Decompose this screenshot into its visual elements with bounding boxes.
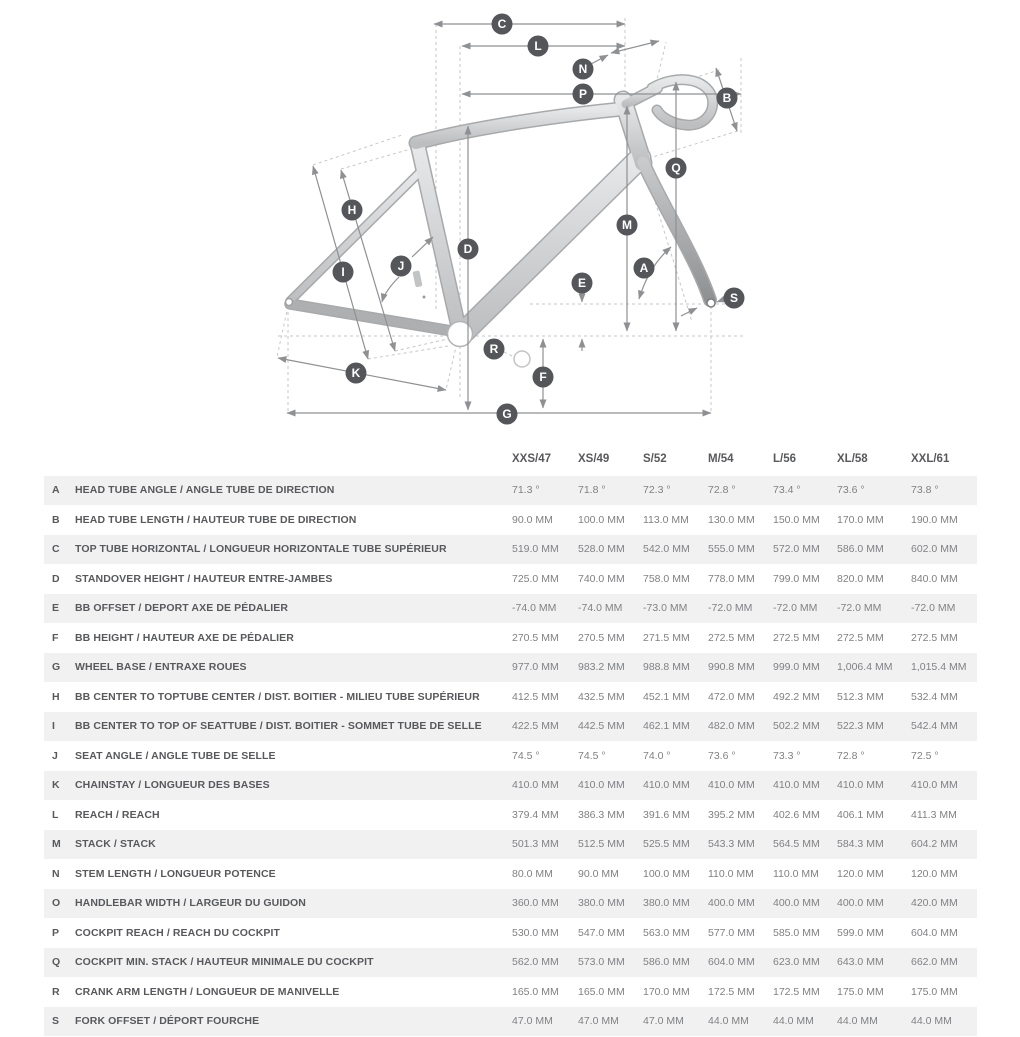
row-value: 190.0 MM — [911, 513, 958, 526]
row-value: 502.2 MM — [773, 720, 820, 733]
label-F — [533, 367, 554, 388]
dim-H — [341, 170, 395, 351]
svg-text:P: P — [578, 87, 588, 101]
rear-dropout — [286, 299, 293, 306]
row-value: 90.0 MM — [578, 867, 619, 880]
row-letter: B — [52, 513, 60, 526]
row-label: TOP TUBE HORIZONTAL / LONGUEUR HORIZONTALE TUBE SUPÉRIEUR — [75, 543, 447, 556]
bolt-dot — [423, 296, 426, 299]
row-value: 543.3 MM — [708, 838, 755, 851]
table-row — [44, 594, 977, 624]
table-row — [44, 624, 977, 654]
table-row — [44, 978, 977, 1008]
table-row — [44, 919, 977, 949]
row-value: 165.0 MM — [512, 985, 559, 998]
row-label: STEM LENGTH / LONGUEUR POTENCE — [75, 867, 276, 880]
row-label: HEAD TUBE ANGLE / ANGLE TUBE DE DIRECTION — [75, 484, 335, 497]
row-value: 586.0 MM — [643, 956, 690, 969]
label-B — [717, 88, 738, 109]
row-value: 44.0 MM — [837, 1015, 878, 1028]
row-value: 530.0 MM — [512, 926, 559, 939]
label-M — [617, 215, 638, 236]
row-value: 360.0 MM — [512, 897, 559, 910]
size-column-header: S/52 — [643, 453, 667, 465]
row-value: 1,015.4 MM — [911, 661, 967, 674]
row-label: BB OFFSET / DEPORT AXE DE PÉDALIER — [75, 602, 289, 615]
row-value: 840.0 MM — [911, 572, 958, 585]
row-letter: O — [52, 897, 61, 910]
row-value: 165.0 MM — [578, 985, 625, 998]
dim-J-arc — [382, 277, 399, 302]
row-value: 270.5 MM — [578, 631, 625, 644]
label-P — [573, 84, 594, 105]
row-value: 170.0 MM — [643, 985, 690, 998]
table-row — [44, 1007, 977, 1037]
row-label: WHEEL BASE / ENTRAXE ROUES — [75, 661, 247, 674]
row-value: 512.5 MM — [578, 838, 625, 851]
table-row — [44, 742, 977, 772]
label-N — [573, 59, 594, 80]
row-value: 150.0 MM — [773, 513, 820, 526]
row-value: 380.0 MM — [643, 897, 690, 910]
row-label: BB HEIGHT / HAUTEUR AXE DE PÉDALIER — [75, 631, 294, 644]
row-value: 44.0 MM — [708, 1015, 749, 1028]
table-row — [44, 860, 977, 890]
row-value: 410.0 MM — [643, 779, 690, 792]
row-value: 80.0 MM — [512, 867, 553, 880]
row-label: HANDLEBAR WIDTH / LARGEUR DU GUIDON — [75, 897, 306, 910]
row-value: 73.6 ° — [837, 484, 865, 497]
label-L — [528, 36, 549, 57]
row-value: 604.0 MM — [708, 956, 755, 969]
row-label: STACK / STACK — [75, 838, 156, 851]
row-value: 410.0 MM — [512, 779, 559, 792]
row-value: 555.0 MM — [708, 543, 755, 556]
row-value: 542.4 MM — [911, 720, 958, 733]
row-value: 432.5 MM — [578, 690, 625, 703]
label-E — [572, 273, 593, 294]
row-value: 72.8 ° — [708, 484, 736, 497]
bottom-bracket — [448, 322, 473, 347]
row-value: 542.0 MM — [643, 543, 690, 556]
row-value: 577.0 MM — [708, 926, 755, 939]
row-value: 72.5 ° — [911, 749, 939, 762]
table-row — [44, 712, 977, 742]
row-label: STANDOVER HEIGHT / HAUTEUR ENTRE-JAMBES — [75, 572, 333, 585]
row-value: 599.0 MM — [837, 926, 884, 939]
svg-text:Q: Q — [671, 161, 681, 175]
row-label: HEAD TUBE LENGTH / HAUTEUR TUBE DE DIRECTION — [75, 513, 357, 526]
row-value: 272.5 MM — [773, 631, 820, 644]
row-value: 386.3 MM — [578, 808, 625, 821]
svg-text:H: H — [347, 203, 357, 217]
row-value: -72.0 MM — [911, 602, 956, 615]
row-value: -74.0 MM — [578, 602, 623, 615]
row-value: -72.0 MM — [837, 602, 882, 615]
row-letter: S — [52, 1015, 60, 1028]
row-value: 272.5 MM — [708, 631, 755, 644]
row-letter: E — [52, 602, 60, 615]
row-value: 512.3 MM — [837, 690, 884, 703]
seat-tube-mount — [412, 270, 422, 287]
row-letter: C — [52, 543, 60, 556]
row-value: -72.0 MM — [708, 602, 753, 615]
row-value: 400.0 MM — [773, 897, 820, 910]
svg-text:E: E — [577, 276, 587, 290]
table-row — [44, 535, 977, 565]
size-column-header: L/56 — [773, 453, 797, 465]
svg-text:I: I — [341, 265, 345, 279]
table-row — [44, 565, 977, 595]
row-value: 990.8 MM — [708, 661, 755, 674]
row-value: 72.3 ° — [643, 484, 671, 497]
row-value: -73.0 MM — [643, 602, 688, 615]
table-row — [44, 889, 977, 919]
row-value: 100.0 MM — [643, 867, 690, 880]
row-letter: F — [52, 631, 59, 644]
row-value: 452.1 MM — [643, 690, 690, 703]
table-row — [44, 801, 977, 831]
row-value: 983.2 MM — [578, 661, 625, 674]
row-value: 572.0 MM — [773, 543, 820, 556]
label-R — [484, 339, 505, 360]
label-S — [724, 288, 745, 309]
row-value: 999.0 MM — [773, 661, 820, 674]
row-value: 74.5 ° — [512, 749, 540, 762]
row-value: 172.5 MM — [773, 985, 820, 998]
row-label: COCKPIT REACH / REACH DU COCKPIT — [75, 926, 281, 939]
dim-N — [611, 41, 659, 53]
row-value: 130.0 MM — [708, 513, 755, 526]
label-C — [492, 14, 513, 35]
row-value: 563.0 MM — [643, 926, 690, 939]
row-value: 172.5 MM — [708, 985, 755, 998]
row-value: 380.0 MM — [578, 897, 625, 910]
row-label: SEAT ANGLE / ANGLE TUBE DE SELLE — [75, 749, 276, 762]
geometry-table — [44, 442, 977, 1037]
row-value: 170.0 MM — [837, 513, 884, 526]
row-value: 120.0 MM — [911, 867, 958, 880]
label-I — [333, 262, 354, 283]
row-value: 110.0 MM — [773, 867, 819, 880]
size-column-header: XL/58 — [837, 453, 868, 465]
label-D — [458, 239, 479, 260]
crank-pedal-circle — [514, 351, 530, 367]
row-value: 977.0 MM — [512, 661, 559, 674]
row-label: CHAINSTAY / LONGUEUR DES BASES — [75, 779, 270, 792]
row-value: 47.0 MM — [643, 1015, 684, 1028]
svg-text:B: B — [722, 91, 732, 105]
table-rows — [44, 476, 977, 1037]
svg-text:M: M — [622, 218, 632, 232]
row-value: 778.0 MM — [708, 572, 755, 585]
row-value: 395.2 MM — [708, 808, 755, 821]
size-column-header: M/54 — [708, 453, 734, 465]
row-value: 73.6 ° — [708, 749, 736, 762]
row-label: BB CENTER TO TOPTUBE CENTER / DIST. BOITIER - MILIEU TUBE SUPÉRIEUR — [75, 690, 480, 703]
row-letter: M — [52, 838, 61, 851]
row-value: 412.5 MM — [512, 690, 559, 703]
svg-text:A: A — [639, 261, 649, 275]
dim-S-offset — [681, 308, 697, 316]
row-value: 492.2 MM — [773, 690, 820, 703]
table-row — [44, 653, 977, 683]
svg-text:R: R — [489, 342, 499, 356]
row-value: 47.0 MM — [512, 1015, 553, 1028]
row-value: 988.8 MM — [643, 661, 690, 674]
svg-text:F: F — [539, 370, 547, 384]
row-value: 585.0 MM — [773, 926, 820, 939]
row-value: 400.0 MM — [708, 897, 755, 910]
size-column-header: XXS/47 — [512, 453, 551, 465]
row-value: 562.0 MM — [512, 956, 559, 969]
table-row — [44, 830, 977, 860]
row-value: 410.0 MM — [837, 779, 884, 792]
row-value: 525.5 MM — [643, 838, 690, 851]
row-value: 420.0 MM — [911, 897, 958, 910]
row-letter: L — [52, 808, 59, 821]
row-value: 90.0 MM — [512, 513, 553, 526]
table-row — [44, 771, 977, 801]
row-value: 74.0 ° — [643, 749, 671, 762]
svg-text:S: S — [729, 291, 739, 305]
row-value: 519.0 MM — [512, 543, 559, 556]
row-value: 586.0 MM — [837, 543, 884, 556]
row-letter: R — [52, 985, 60, 998]
row-value: 71.8 ° — [578, 484, 606, 497]
row-value: 501.3 MM — [512, 838, 559, 851]
row-value: 175.0 MM — [837, 985, 884, 998]
row-letter: G — [52, 661, 61, 674]
row-value: -72.0 MM — [773, 602, 818, 615]
row-value: 120.0 MM — [837, 867, 884, 880]
table-row — [44, 948, 977, 978]
label-Q — [666, 158, 687, 179]
label-J — [391, 256, 412, 277]
row-value: 623.0 MM — [773, 956, 820, 969]
svg-text:K: K — [351, 366, 361, 380]
row-label: BB CENTER TO TOP OF SEATTUBE / DIST. BOITIER - SOMMET TUBE DE SELLE — [75, 720, 482, 733]
row-value: 406.1 MM — [837, 808, 884, 821]
row-label: COCKPIT MIN. STACK / HAUTEUR MINIMALE DU COCKPIT — [75, 956, 374, 969]
table-header-row — [44, 442, 977, 476]
row-value: 662.0 MM — [911, 956, 958, 969]
label-A — [634, 258, 655, 279]
row-value: 1,006.4 MM — [837, 661, 893, 674]
row-letter: D — [52, 572, 60, 585]
row-value: 799.0 MM — [773, 572, 820, 585]
row-label: REACH / REACH — [75, 808, 160, 821]
row-value: 272.5 MM — [837, 631, 884, 644]
row-value: -74.0 MM — [512, 602, 557, 615]
row-value: 482.0 MM — [708, 720, 755, 733]
row-letter: H — [52, 690, 60, 703]
row-value: 73.8 ° — [911, 484, 939, 497]
table-row — [44, 506, 977, 536]
svg-text:D: D — [463, 242, 473, 256]
row-value: 643.0 MM — [837, 956, 884, 969]
front-dropout — [707, 299, 715, 307]
row-value: 73.3 ° — [773, 749, 801, 762]
row-value: 410.0 MM — [578, 779, 625, 792]
row-value: 604.0 MM — [911, 926, 958, 939]
row-value: 402.6 MM — [773, 808, 820, 821]
dim-N-pointer — [591, 55, 608, 64]
row-value: 462.1 MM — [643, 720, 690, 733]
row-letter: N — [52, 867, 60, 880]
row-value: 422.5 MM — [512, 720, 559, 733]
row-value: 110.0 MM — [708, 867, 754, 880]
row-value: 73.4 ° — [773, 484, 801, 497]
row-value: 72.8 ° — [837, 749, 865, 762]
row-value: 175.0 MM — [911, 985, 958, 998]
row-value: 725.0 MM — [512, 572, 559, 585]
row-value: 410.0 MM — [773, 779, 820, 792]
row-value: 74.5 ° — [578, 749, 606, 762]
row-value: 400.0 MM — [837, 897, 884, 910]
row-letter: P — [52, 926, 60, 939]
row-value: 71.3 ° — [512, 484, 540, 497]
svg-text:N: N — [578, 62, 588, 76]
row-value: 472.0 MM — [708, 690, 755, 703]
row-value: 740.0 MM — [578, 572, 625, 585]
row-value: 528.0 MM — [578, 543, 625, 556]
row-value: 411.3 MM — [911, 808, 957, 821]
row-value: 44.0 MM — [773, 1015, 814, 1028]
row-value: 272.5 MM — [911, 631, 958, 644]
row-value: 820.0 MM — [837, 572, 884, 585]
row-value: 602.0 MM — [911, 543, 958, 556]
row-letter: J — [52, 749, 58, 762]
row-value: 522.3 MM — [837, 720, 884, 733]
row-value: 47.0 MM — [578, 1015, 619, 1028]
row-value: 410.0 MM — [708, 779, 755, 792]
row-letter: Q — [52, 956, 61, 969]
row-value: 564.5 MM — [773, 838, 820, 851]
size-column-header: XS/49 — [578, 453, 610, 465]
row-value: 584.3 MM — [837, 838, 884, 851]
svg-text:L: L — [534, 39, 542, 53]
row-letter: A — [52, 484, 60, 497]
svg-text:C: C — [497, 17, 507, 31]
row-value: 442.5 MM — [578, 720, 625, 733]
row-letter: I — [52, 720, 55, 733]
row-value: 271.5 MM — [643, 631, 690, 644]
row-value: 604.2 MM — [911, 838, 958, 851]
row-label: FORK OFFSET / DÉPORT FOURCHE — [75, 1015, 260, 1028]
label-H — [342, 200, 363, 221]
row-value: 547.0 MM — [578, 926, 625, 939]
row-value: 379.4 MM — [512, 808, 559, 821]
row-value: 100.0 MM — [578, 513, 625, 526]
row-value: 573.0 MM — [578, 956, 625, 969]
row-value: 410.0 MM — [911, 779, 958, 792]
label-K — [346, 363, 367, 384]
table-row — [44, 476, 977, 506]
row-label: CRANK ARM LENGTH / LONGUEUR DE MANIVELLE — [75, 985, 340, 998]
row-value: 270.5 MM — [512, 631, 559, 644]
row-value: 113.0 MM — [643, 513, 689, 526]
svg-text:G: G — [502, 407, 512, 421]
row-value: 44.0 MM — [911, 1015, 952, 1028]
row-value: 758.0 MM — [643, 572, 690, 585]
bike-frame-drawing — [0, 0, 1020, 444]
size-column-header: XXL/61 — [911, 453, 950, 465]
bike-geometry-diagram — [0, 0, 1020, 444]
svg-text:J: J — [397, 259, 405, 273]
row-value: 532.4 MM — [911, 690, 958, 703]
row-value: 391.6 MM — [643, 808, 690, 821]
table-row — [44, 683, 977, 713]
label-G — [497, 404, 518, 425]
dim-J-pointer — [412, 237, 433, 257]
row-letter: K — [52, 779, 60, 792]
